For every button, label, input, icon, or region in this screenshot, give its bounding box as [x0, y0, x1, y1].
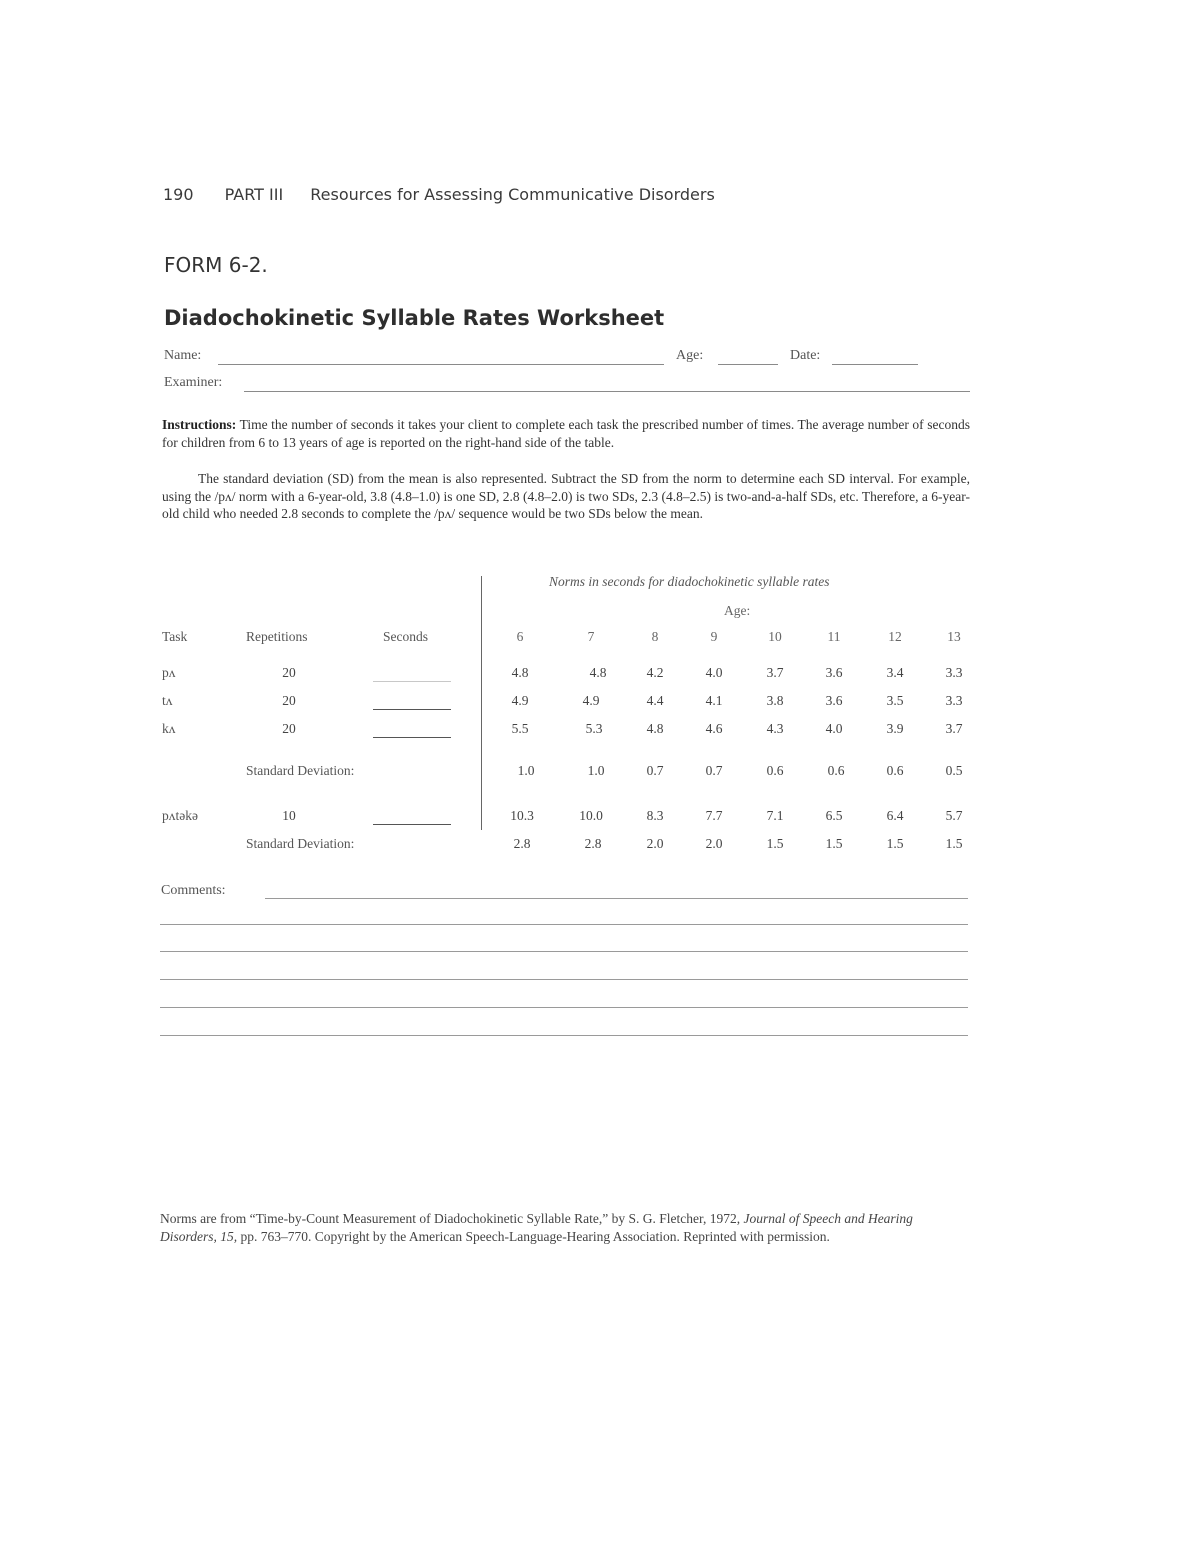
running-header [163, 185, 715, 204]
section-title: Resources for Assessing Communicative Disorders [310, 185, 715, 204]
repetitions-header: Repetitions [246, 629, 308, 644]
name-label: Name: [164, 348, 202, 363]
age-header-11: 11 [827, 629, 841, 644]
norm-ka-8: 4.8 [646, 721, 664, 736]
norm-pa-9: 4.0 [705, 665, 723, 680]
norm-ta-11: 3.6 [825, 693, 843, 708]
norm-ka-7: 5.3 [585, 721, 603, 736]
comments-line-5[interactable] [160, 1007, 968, 1008]
seconds-field-pataka[interactable] [373, 824, 451, 825]
age-group-label: Age: [724, 603, 751, 618]
task-pataka: pʌtəkə [162, 808, 198, 823]
sd1-13: 0.5 [945, 763, 963, 778]
task-ka: kʌ [162, 721, 176, 736]
age-field[interactable] [718, 364, 778, 365]
comments-line-6[interactable] [160, 1035, 968, 1036]
date-label: Date: [790, 348, 821, 363]
seconds-field-ta[interactable] [373, 709, 451, 710]
sd2-6: 2.8 [513, 836, 531, 851]
sd1-6: 1.0 [517, 763, 535, 778]
norm-ka-9: 4.6 [705, 721, 723, 736]
sd2-8: 2.0 [646, 836, 664, 851]
date-field[interactable] [832, 364, 918, 365]
sd1-11: 0.6 [827, 763, 845, 778]
norm-pa-6: 4.8 [511, 665, 529, 680]
norm-pataka-13: 5.7 [945, 808, 963, 823]
sd2-12: 1.5 [886, 836, 904, 851]
reps-ka: 20 [282, 721, 296, 736]
citation-text-end: pp. 763–770. Copyright by the American Speech-Language-Hearing Association. Reprinted with permission. [240, 1229, 830, 1244]
instructions-text-1: Time the number of seconds it takes your client to complete each task the prescribed number of times. The average number of seconds for children from 6 to 13 years of age is reported on the right-hand side of the table. [162, 417, 970, 450]
age-header-7: 7 [587, 629, 595, 644]
norm-pa-10: 3.7 [766, 665, 784, 680]
sd-label-2: Standard Deviation: [246, 836, 355, 851]
norm-ta-7: 4.9 [582, 693, 600, 708]
part-label: PART III [224, 185, 284, 204]
instructions-paragraph-2: The standard deviation (SD) from the mean is also represented. Subtract the SD from the norm to determine each SD interval. For example, using the /pʌ/ norm with a 6-year-old, 3.8 (4.8–1.0) is one SD, 2.8 (4.8–2.0) is two SDs, 2.3 (4.8–2.5) is two-and-a-half SDs, etc. Therefore, a 6-year-old child who needed 2.8 seconds to complete the /pʌ/ sequence would be two SDs below the mean. [162, 471, 970, 521]
norm-pataka-8: 8.3 [646, 808, 664, 823]
age-label: Age: [676, 348, 704, 363]
seconds-header: Seconds [383, 629, 428, 644]
sd1-7: 1.0 [587, 763, 605, 778]
age-header-6: 6 [516, 629, 524, 644]
comments-label: Comments: [161, 883, 226, 898]
comments-line-3[interactable] [160, 951, 968, 952]
seconds-field-ka[interactable] [373, 737, 451, 738]
norm-pa-7: 4.8 [589, 665, 607, 680]
sd1-8: 0.7 [646, 763, 664, 778]
norm-pataka-6: 10.3 [510, 808, 534, 823]
comments-line-1[interactable] [265, 898, 968, 899]
age-header-8: 8 [651, 629, 659, 644]
form-id: FORM 6-2. [164, 253, 268, 277]
task-ta: tʌ [162, 693, 173, 708]
reps-ta: 20 [282, 693, 296, 708]
norm-ka-6: 5.5 [511, 721, 529, 736]
norm-ta-10: 3.8 [766, 693, 784, 708]
norm-ka-10: 4.3 [766, 721, 784, 736]
table-divider [481, 576, 482, 830]
age-header-12: 12 [888, 629, 902, 644]
norm-ta-6: 4.9 [511, 693, 529, 708]
name-field[interactable] [218, 364, 664, 365]
norm-ka-13: 3.7 [945, 721, 963, 736]
norm-ka-11: 4.0 [825, 721, 843, 736]
sd1-9: 0.7 [705, 763, 723, 778]
sd2-13: 1.5 [945, 836, 963, 851]
reps-pa: 20 [282, 665, 296, 680]
citation [160, 1210, 960, 1246]
instructions-lead: Instructions: [162, 417, 237, 432]
norm-pataka-7: 10.0 [579, 808, 603, 823]
norm-ka-12: 3.9 [886, 721, 904, 736]
norm-pataka-12: 6.4 [886, 808, 904, 823]
norm-pataka-10: 7.1 [766, 808, 784, 823]
task-pa: pʌ [162, 665, 176, 680]
sd1-12: 0.6 [886, 763, 904, 778]
citation-text: Norms are from “Time-by-Count Measurement of Diadochokinetic Syllable Rate,” by S. G. Fletcher, 1972, [160, 1211, 741, 1226]
age-header-10: 10 [768, 629, 782, 644]
sd2-11: 1.5 [825, 836, 843, 851]
page-title: Diadochokinetic Syllable Rates Worksheet [164, 306, 665, 330]
comments-line-4[interactable] [160, 979, 968, 980]
norms-title: Norms in seconds for diadochokinetic syllable rates [549, 574, 830, 589]
age-header-13: 13 [947, 629, 961, 644]
norm-ta-12: 3.5 [886, 693, 904, 708]
comments-line-2[interactable] [160, 924, 968, 925]
norm-pa-12: 3.4 [886, 665, 904, 680]
norm-ta-8: 4.4 [646, 693, 664, 708]
norm-ta-9: 4.1 [705, 693, 723, 708]
examiner-field[interactable] [244, 391, 970, 392]
norm-pa-13: 3.3 [945, 665, 963, 680]
examiner-label: Examiner: [164, 375, 223, 390]
reps-pataka: 10 [282, 808, 296, 823]
task-header: Task [162, 629, 188, 644]
citation-journal: Journal of Speech and Hearing Disorders, 15, [160, 1211, 913, 1244]
sd2-7: 2.8 [584, 836, 602, 851]
norm-ta-13: 3.3 [945, 693, 963, 708]
page-number: 190 [163, 185, 194, 204]
norm-pataka-9: 7.7 [705, 808, 723, 823]
sd2-10: 1.5 [766, 836, 784, 851]
norm-pa-8: 4.2 [646, 665, 664, 680]
norm-pa-11: 3.6 [825, 665, 843, 680]
seconds-field-pa[interactable] [373, 681, 451, 682]
sd1-10: 0.6 [766, 763, 784, 778]
age-header-9: 9 [710, 629, 718, 644]
instructions-paragraph-1 [162, 416, 970, 451]
norm-pataka-11: 6.5 [825, 808, 843, 823]
sd2-9: 2.0 [705, 836, 723, 851]
sd-label-1: Standard Deviation: [246, 763, 355, 778]
